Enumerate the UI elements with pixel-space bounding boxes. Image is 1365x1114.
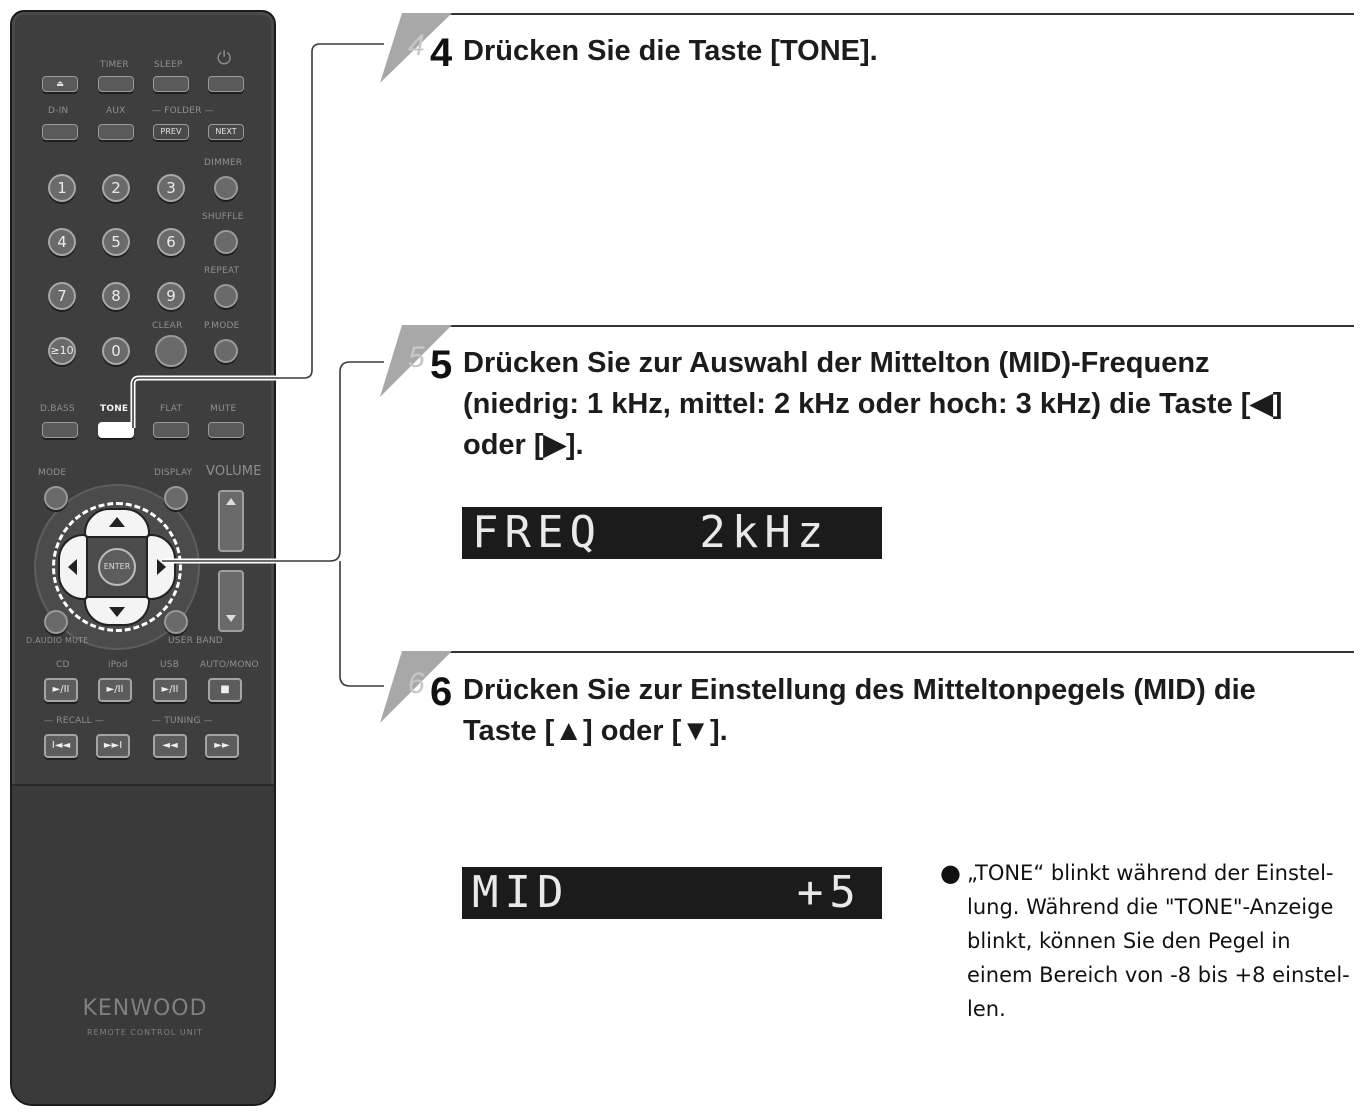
freq-display: FREQ 2kHz: [462, 507, 882, 559]
step-5-text: [463, 343, 1282, 466]
brand-logo: KENWOOD: [82, 996, 208, 1021]
num-6-button[interactable]: 6: [157, 228, 185, 256]
d-in-label: D-IN: [48, 106, 69, 116]
mid-level-display: MID +5: [462, 867, 882, 919]
folder-label: — FOLDER —: [152, 106, 214, 116]
aux-label: AUX: [106, 106, 126, 116]
power-icon: ⏻: [217, 48, 232, 69]
rewind-button[interactable]: ◄◄: [153, 734, 187, 758]
display-label: DISPLAY: [154, 468, 193, 478]
fast-forward-button[interactable]: ►►: [205, 734, 239, 758]
step-5-number: 5: [430, 343, 453, 387]
step-4-line: Drücken Sie die Taste [TONE].: [463, 35, 878, 67]
note-line-3: blinkt, können Sie den Pegel in: [967, 929, 1291, 953]
usb-label: USB: [160, 660, 180, 670]
enter-button[interactable]: ENTER: [98, 548, 136, 586]
brand-subtitle: REMOTE CONTROL UNIT: [87, 1028, 203, 1037]
prev-button[interactable]: PREV: [153, 124, 189, 140]
step-4-number: 4: [430, 31, 453, 75]
cd-label: CD: [56, 660, 70, 670]
step-5-line-1: Drücken Sie zur Auswahl der Mittelton (MID)-Frequenz: [463, 347, 1210, 379]
num-2-button[interactable]: 2: [102, 174, 130, 202]
note-line-5: len.: [967, 997, 1006, 1021]
volume-label: VOLUME: [206, 464, 262, 479]
step-5-line-2: (niedrig: 1 kHz, mittel: 2 kHz oder hoch: 3 kHz) die Taste [◀]: [463, 388, 1283, 420]
num-0-button[interactable]: 0: [102, 337, 130, 365]
mute-label: MUTE: [210, 404, 237, 414]
mode-label: MODE: [38, 468, 67, 478]
step-6-text: [463, 670, 1256, 752]
step-5-line-3: oder [▶].: [463, 429, 584, 461]
usb-play-pause-button[interactable]: ►/II: [153, 678, 187, 702]
step-4-text: [463, 31, 878, 72]
num-1-button[interactable]: 1: [48, 174, 76, 202]
svg-text:5: 5: [408, 341, 425, 374]
next-button[interactable]: NEXT: [208, 124, 244, 140]
auto-mono-label: AUTO/MONO: [200, 660, 259, 670]
svg-text:4: 4: [408, 29, 425, 62]
eject-icon: ⏏: [56, 79, 64, 88]
d-bass-label: D.BASS: [40, 404, 75, 414]
p-mode-label: P.MODE: [204, 321, 240, 331]
num-8-button[interactable]: 8: [102, 282, 130, 310]
svg-text:6: 6: [408, 667, 425, 700]
flat-label: FLAT: [160, 404, 183, 414]
num-7-button[interactable]: 7: [48, 282, 76, 310]
step-4-rule: [432, 13, 1354, 15]
ipod-play-pause-button[interactable]: ►/II: [98, 678, 132, 702]
timer-label: TIMER: [100, 60, 129, 70]
num-10-plus-button[interactable]: ≥10: [48, 337, 76, 365]
step-6-line-1: Drücken Sie zur Einstellung des Mitteltonpegels (MID) die: [463, 674, 1256, 706]
ipod-label: iPod: [108, 660, 128, 670]
note-line-2: lung. Während die "TONE"-Anzeige: [967, 895, 1334, 919]
num-9-button[interactable]: 9: [157, 282, 185, 310]
note-line-4: einem Bereich von -8 bis +8 einstel-: [967, 963, 1350, 987]
note-block: [940, 856, 1360, 1026]
step-6-number: 6: [430, 670, 453, 714]
clear-label: CLEAR: [152, 321, 183, 331]
d-audio-label: D.AUDIO MUTE: [26, 636, 89, 645]
skip-forward-button[interactable]: ►►I: [96, 734, 130, 758]
num-3-button[interactable]: 3: [157, 174, 185, 202]
cd-play-pause-button[interactable]: ►/II: [44, 678, 78, 702]
sleep-label: SLEEP: [154, 60, 183, 70]
note-line-1: „TONE“ blinkt während der Einstel-: [967, 861, 1334, 885]
tone-label: TONE: [100, 404, 129, 414]
repeat-label: REPEAT: [204, 266, 240, 276]
recall-label: — RECALL —: [44, 716, 105, 726]
step-5-rule: [432, 325, 1354, 327]
shuffle-label: SHUFFLE: [202, 212, 244, 222]
user-band-label: USER BAND: [168, 636, 223, 646]
step-6-rule: [432, 651, 1354, 653]
skip-back-button[interactable]: I◄◄: [44, 734, 78, 758]
dimmer-label: DIMMER: [204, 158, 243, 168]
step-6-line-2: Taste [▲] oder [▼].: [463, 715, 728, 747]
num-5-button[interactable]: 5: [102, 228, 130, 256]
tuning-label: — TUNING —: [152, 716, 213, 726]
note-bullet-icon: ●: [940, 859, 961, 887]
num-4-button[interactable]: 4: [48, 228, 76, 256]
stop-button[interactable]: ■: [208, 678, 242, 702]
